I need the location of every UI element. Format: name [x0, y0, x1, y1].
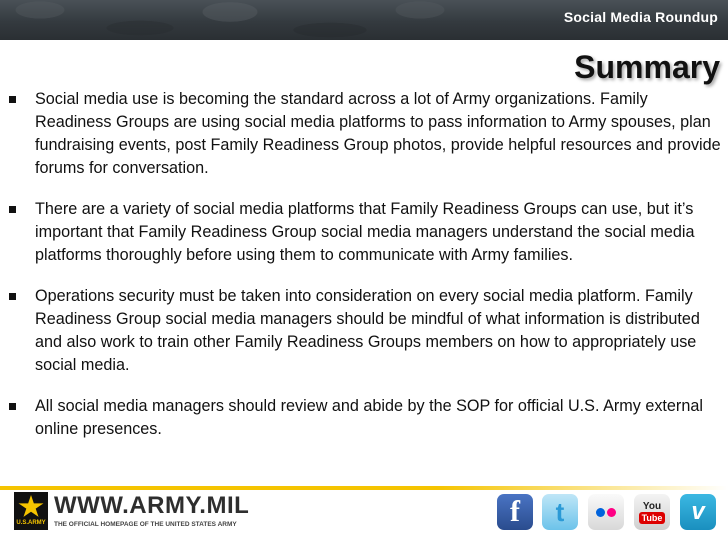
- flickr-icon[interactable]: [588, 494, 624, 530]
- footer-accent-line: [0, 486, 728, 490]
- bullet-text: Social media use is becoming the standard across a lot of Army organizations. Family Readiness Groups are using social media platforms to pass information to Army spouses, plan fundraising events, post Family Readiness Group photos, provide helpful resources and provide forums for conversation.: [35, 90, 721, 177]
- deck-title: Social Media Roundup: [563, 9, 718, 25]
- bullet-item: [8, 88, 722, 180]
- facebook-icon[interactable]: [497, 494, 533, 530]
- youtube-tube-glyph: Tube: [639, 512, 666, 524]
- vimeo-glyph: v: [691, 498, 705, 525]
- vimeo-icon[interactable]: [680, 494, 716, 530]
- bullet-square-icon: [9, 206, 16, 213]
- bullet-text: Operations security must be taken into consideration on every social media platform. Family Readiness Group social media managers should be mindful of what information is distributed and also work to train other Family Readiness Groups members on how to appropriately use social media.: [35, 287, 700, 374]
- bullet-item: [8, 285, 722, 377]
- bullet-square-icon: [9, 96, 16, 103]
- bullet-item: [8, 395, 722, 441]
- flickr-blue-dot: [596, 508, 605, 517]
- facebook-glyph: f: [510, 495, 520, 528]
- bullet-text: There are a variety of social media platforms that Family Readiness Groups can use, but it’s important that Family Readiness Group social media managers understand the social media platforms thoroughly before using them to communicate with Army families.: [35, 200, 695, 264]
- army-tagline: THE OFFICIAL HOMEPAGE OF THE UNITED STATES ARMY: [54, 521, 237, 528]
- army-logo-text: U.S.ARMY: [16, 520, 46, 526]
- flickr-pink-dot: [607, 508, 616, 517]
- bullet-list: [8, 88, 722, 459]
- bullet-square-icon: [9, 293, 16, 300]
- bullet-item: [8, 198, 722, 267]
- header-bar: [0, 0, 728, 40]
- youtube-icon[interactable]: [634, 494, 670, 530]
- slide-title: Summary: [574, 49, 720, 85]
- army-star-logo: [14, 492, 48, 530]
- bullet-text: All social media managers should review and abide by the SOP for official U.S. Army external online presences.: [35, 397, 703, 438]
- youtube-you-glyph: You: [642, 500, 662, 512]
- camouflage-pattern: [0, 0, 520, 40]
- bullet-square-icon: [9, 403, 16, 410]
- army-url-link[interactable]: WWW.ARMY.MIL: [54, 492, 250, 519]
- star-icon: [18, 495, 44, 519]
- twitter-icon[interactable]: [542, 494, 578, 530]
- twitter-glyph: t: [555, 496, 565, 527]
